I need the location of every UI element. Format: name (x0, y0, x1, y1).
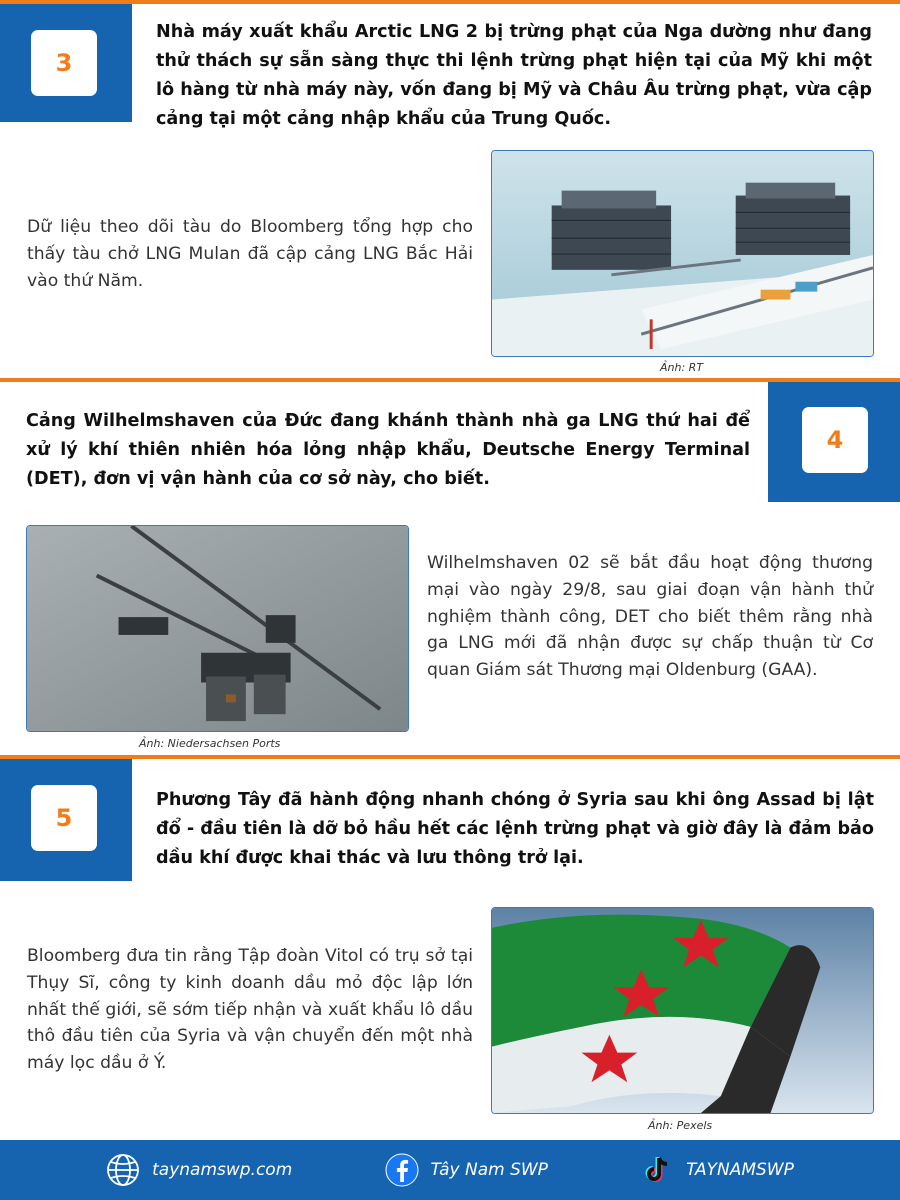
wilhelmshaven-terminal-photo (26, 525, 409, 732)
section-divider (0, 755, 900, 759)
photo-caption: Ảnh: Pexels (648, 1119, 713, 1132)
section-body: Dữ liệu theo dõi tàu do Bloomberg tổng hợp cho thấy tàu chở LNG Mulan đã cập cảng LNG Bắc Hải vào thứ Năm. (27, 217, 473, 291)
website-label: taynamswp.com (152, 1160, 293, 1180)
section-body: Bloomberg đưa tin rằng Tập đoàn Vitol có trụ sở tại Thụy Sĩ, công ty kinh doanh dầu mỏ độc lập lớn nhất thế giới, sẽ sớm tiếp nhận và xuất khẩu lô dầu thô đầu tiên của Syria và vận chuyển đến một nhà máy lọc dầu ở Ý. (27, 946, 473, 1074)
section-headline: Nhà máy xuất khẩu Arctic LNG 2 bị trừng phạt của Nga dường như đang thử thách sự sẵn sàng thực thi lệnh trừng phạt hiện tại của Mỹ khi một lô hàng từ nhà máy này, vốn đang bị Mỹ và Châu Âu trừng phạt, vừa cập cảng tại một cảng nhập khẩu của Trung Quốc. (156, 22, 872, 129)
facebook-icon (385, 1153, 419, 1187)
website-link[interactable] (106, 1153, 292, 1187)
section-body: Wilhelmshaven 02 sẽ bắt đầu hoạt động thương mại vào ngày 29/8, sau giai đoạn vận hành thử nghiệm thành công, DET cho biết thêm rằng nhà ga LNG mới đã nhận được sự chấp thuận từ Cơ quan Giám sát Thương mại Oldenburg (GAA). (427, 553, 873, 681)
section-headline: Cảng Wilhelmshaven của Đức đang khánh thành nhà ga LNG thứ hai để xử lý khí thiên nhiên hóa lỏng nhập khẩu, Deutsche Energy Terminal (DET), đơn vị vận hành của cơ sở này, cho biết. (26, 411, 750, 489)
section-divider (0, 378, 900, 382)
globe-icon (106, 1153, 140, 1187)
tiktok-label: TAYNAMSWP (686, 1160, 794, 1180)
section-number: 5 (31, 785, 97, 851)
section-number: 3 (31, 30, 97, 96)
photo-caption: Ảnh: Niedersachsen Ports (139, 737, 281, 750)
syria-flag-photo (491, 907, 874, 1114)
lng-plant-photo (491, 150, 874, 357)
section-number: 4 (802, 407, 868, 473)
photo-caption: Ảnh: RT (660, 361, 704, 374)
footer-bar (0, 1140, 900, 1200)
tiktok-link[interactable] (640, 1153, 794, 1187)
tiktok-icon (640, 1153, 674, 1187)
facebook-link[interactable] (385, 1153, 548, 1187)
section-divider (0, 0, 900, 4)
facebook-label: Tây Nam SWP (430, 1160, 548, 1180)
section-headline: Phương Tây đã hành động nhanh chóng ở Syria sau khi ông Assad bị lật đổ - đầu tiên là dỡ bỏ hầu hết các lệnh trừng phạt và giờ đây là đảm bảo dầu khí được khai thác và lưu thông trở lại. (156, 790, 874, 868)
